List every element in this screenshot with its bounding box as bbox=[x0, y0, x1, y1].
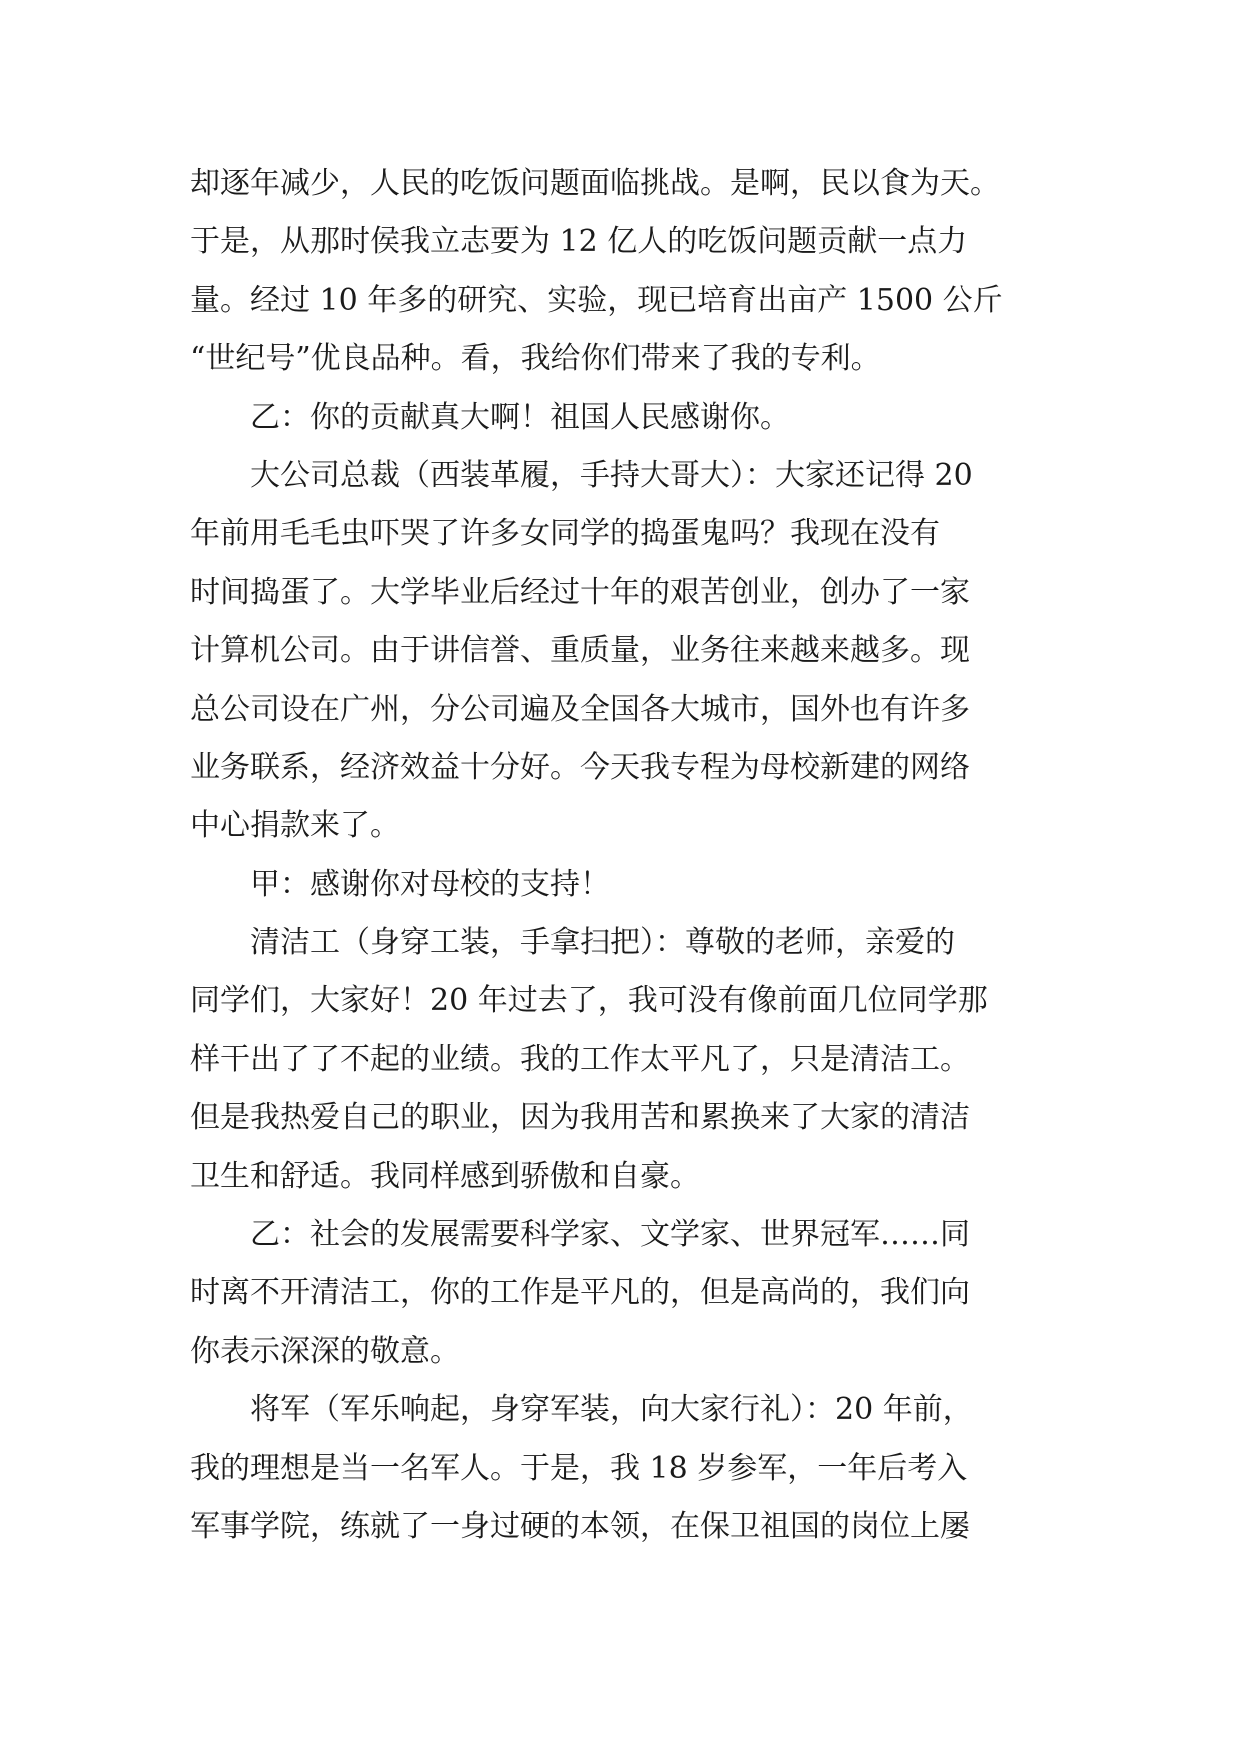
document-body bbox=[190, 155, 1070, 1556]
text-line: 我的理想是当一名军人。于是，我 18 岁参军，一年后考入 bbox=[190, 1450, 968, 1486]
text-line: 你表示深深的敬意。 bbox=[190, 1333, 460, 1369]
text-line: 年前用毛毛虫吓哭了许多女同学的捣蛋鬼吗？我现在没有 bbox=[190, 516, 940, 552]
text-line: 却逐年减少，人民的吃饭问题面临挑战。是啊，民以食为天。 bbox=[190, 166, 1000, 201]
text-line: 业务联系，经济效益十分好。今天我专程为母校新建的网络 bbox=[190, 749, 970, 785]
text-line: “世纪号”优良品种。看，我给你们带来了我的专利。 bbox=[190, 341, 881, 377]
text-line: 时离不开清洁工，你的工作是平凡的，但是高尚的，我们向 bbox=[190, 1275, 970, 1311]
text-line: 大公司总裁（西装革履，手持大哥大）：大家还记得 20 bbox=[250, 457, 973, 493]
text-line: 量。经过 10 年多的研究、实验，现已培育出亩产 1500 公斤 bbox=[190, 282, 1003, 318]
text-line: 将军（军乐响起，身穿军装，向大家行礼）：20 年前， bbox=[250, 1392, 973, 1428]
text-line: 于是，从那时侯我立志要为 12 亿人的吃饭问题贡献一点力 bbox=[190, 224, 968, 260]
text-line: 同学们，大家好！20 年过去了，我可没有像前面几位同学那 bbox=[190, 983, 988, 1019]
text-line: 中心捐款来了。 bbox=[190, 808, 400, 844]
text-line: 但是我热爱自己的职业，因为我用苦和累换来了大家的清洁 bbox=[190, 1100, 970, 1136]
text-line: 总公司设在广州，分公司遍及全国各大城市，国外也有许多 bbox=[190, 691, 970, 727]
text-line: 甲：感谢你对母校的支持！ bbox=[250, 866, 610, 902]
text-line: 计算机公司。由于讲信誉、重质量，业务往来越来越多。现 bbox=[190, 633, 970, 669]
text-line: 样干出了了不起的业绩。我的工作太平凡了，只是清洁工。 bbox=[190, 1041, 970, 1077]
text-line: 卫生和舒适。我同样感到骄傲和自豪。 bbox=[190, 1158, 700, 1194]
text-line: 清洁工（身穿工装，手拿扫把）：尊敬的老师，亲爱的 bbox=[250, 925, 955, 961]
text-line: 时间捣蛋了。大学毕业后经过十年的艰苦创业，创办了一家 bbox=[190, 574, 970, 610]
text-line: 乙：社会的发展需要科学家、文学家、世界冠军……同 bbox=[250, 1217, 970, 1253]
text-line: 乙：你的贡献真大啊！祖国人民感谢你。 bbox=[250, 399, 790, 435]
text-line: 军事学院，练就了一身过硬的本领，在保卫祖国的岗位上屡 bbox=[190, 1508, 970, 1544]
